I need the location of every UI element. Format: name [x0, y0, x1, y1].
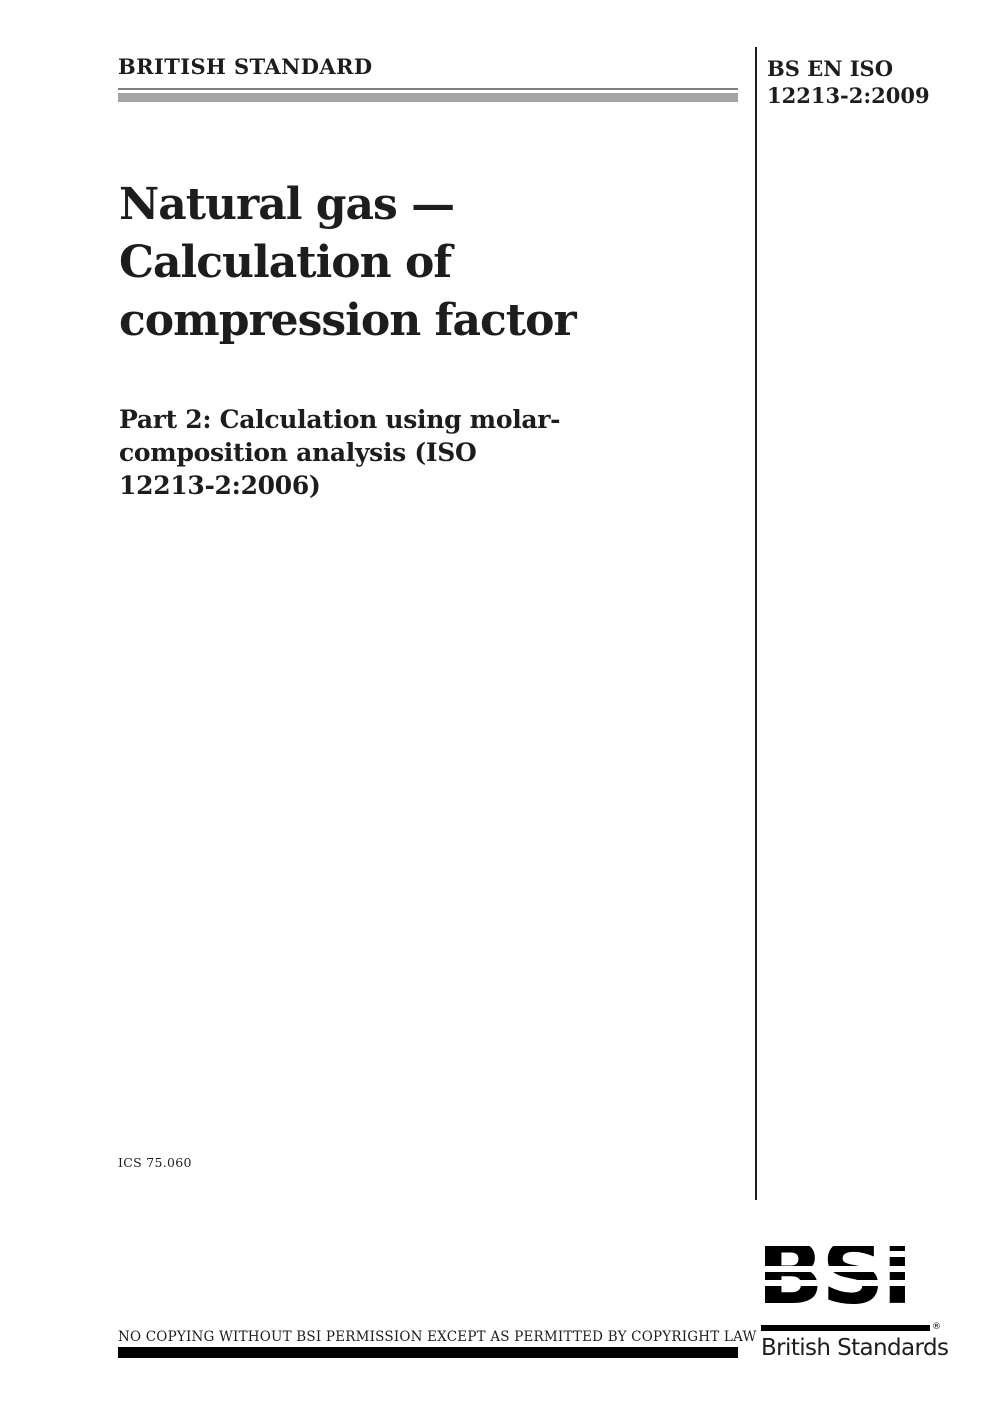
document-number	[767, 55, 930, 109]
bsi-logo-stripe	[761, 1280, 933, 1286]
right-column-separator	[755, 47, 757, 1200]
document-number-line2: 12213-2:2009	[767, 83, 930, 108]
bsi-logo-stripe	[761, 1266, 933, 1272]
bsi-logo	[761, 1246, 949, 1376]
ics-classification-code: ICS 75.060	[118, 1155, 192, 1170]
bsi-logo-subtext: British Standards	[761, 1335, 949, 1361]
document-title	[119, 176, 576, 350]
copyright-notice: NO COPYING WITHOUT BSI PERMISSION EXCEPT AS PERMITTED BY COPYRIGHT LAW	[118, 1329, 757, 1345]
subtitle-line3: 12213-2:2006)	[119, 471, 321, 500]
header-gray-bar	[118, 93, 738, 102]
bsi-logo-underline	[761, 1325, 930, 1331]
document-number-line1: BS EN ISO	[767, 56, 894, 81]
registered-trademark-icon: ®	[932, 1322, 941, 1332]
subtitle-line2: composition analysis (ISO	[119, 438, 477, 467]
title-line2: Calculation of	[119, 237, 452, 288]
document-subtitle	[119, 403, 560, 502]
footer-black-bar	[118, 1347, 738, 1358]
header-thin-rule	[118, 88, 738, 90]
subtitle-line1: Part 2: Calculation using molar-	[119, 405, 561, 434]
title-line3: compression factor	[119, 295, 576, 346]
standard-type-label: BRITISH STANDARD	[118, 54, 373, 79]
bsi-logo-letters	[761, 1246, 933, 1318]
title-line1: Natural gas —	[119, 179, 455, 230]
